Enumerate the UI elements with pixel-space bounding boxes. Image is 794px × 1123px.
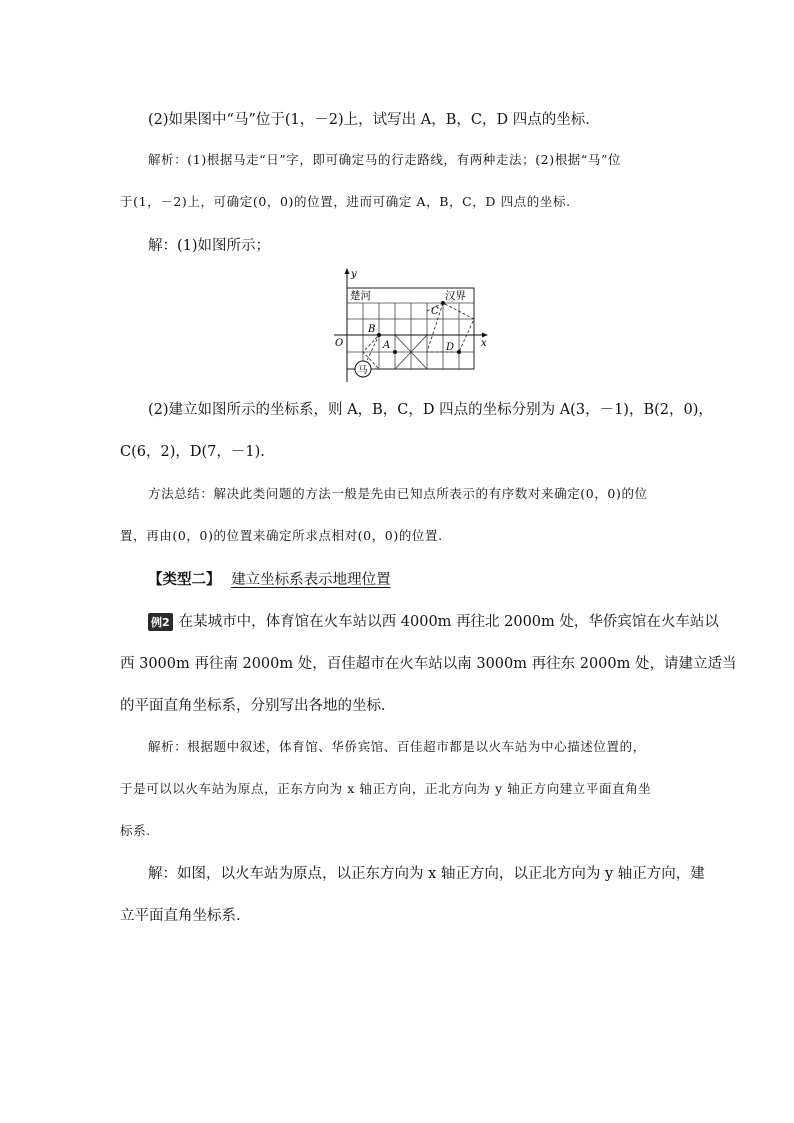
analysis-1-line-2: 于(1，－2)上，可确定(0，0)的位置，进而可确定 A，B，C，D 四点的坐标.	[120, 194, 571, 209]
type-2-heading	[148, 568, 391, 589]
analysis-2-line-1: 解析：根据题中叙述，体育馆、华侨宾馆、百佳超市都是以火车站为中心描述位置的，	[148, 739, 646, 754]
point-c-label: C	[431, 306, 439, 317]
example-2-badge: 例2	[148, 613, 173, 631]
board-horizontal-lines	[347, 303, 474, 352]
point-a-marker	[393, 350, 397, 354]
point-d-marker	[457, 350, 461, 354]
point-b-label: B	[368, 324, 376, 335]
example-2-text-1: 在某城市中，体育馆在火车站以西 4000m 再往北 2000m 处，华侨宾馆在火车站以	[178, 614, 719, 630]
solution-2-line-1: (2)建立如图所示的坐标系，则 A，B，C，D 四点的坐标分别为 A(3，－1)，B(2，0)，	[148, 402, 713, 418]
x-axis-arrow	[482, 333, 488, 338]
example-2-line-2: 西 3000m 再往南 2000m 处，百佳超市在火车站以南 3000m 再往东 2000m 处，请建立适当	[120, 656, 737, 672]
x-axis-label: x	[481, 338, 487, 349]
han-jie-label: 汉界	[445, 290, 466, 302]
solution-3-line-1: 解：如图，以火车站为原点，以正东方向为 x 轴正方向，以正北方向为 y 轴正方向，建	[148, 866, 705, 882]
analysis-1-line-1: 解析：(1)根据马走“日”字，即可确定马的行走路线，有两种走法；(2)根据“马”位	[148, 152, 622, 167]
chu-he-label: 楚河	[350, 290, 371, 302]
example-2-line-1	[148, 610, 719, 631]
point-c-marker	[441, 301, 445, 305]
chessboard-coordinate-figure	[330, 266, 495, 384]
question-2: (2)如果图中“马”位于(1，－2)上，试写出 A，B，C，D 四点的坐标．	[148, 112, 600, 128]
point-d-label: D	[446, 342, 455, 353]
analysis-2-line-3: 标系.	[120, 823, 151, 838]
solution-1-intro: 解：(1)如图所示；	[148, 238, 271, 254]
summary-line-2: 置，再由(0，0)的位置来确定所求点相对(0，0)的位置.	[120, 528, 443, 543]
type-2-bracket: 【类型二】	[148, 571, 221, 588]
example-2-line-3: 的平面直角坐标系，分别写出各地的坐标．	[120, 698, 396, 714]
type-2-title: 建立坐标系表示地理位置	[231, 572, 391, 588]
summary-line-1: 方法总结：解决此类问题的方法一般是先由已知点所表示的有序数对来确定(0，0)的位	[148, 486, 648, 501]
point-a-label: A	[383, 340, 391, 351]
origin-label: O	[335, 338, 344, 349]
solution-3-line-2: 立平面直角坐标系.	[120, 908, 241, 924]
y-axis-label: y	[351, 269, 357, 280]
horse-piece-label: 马	[358, 365, 368, 376]
y-axis-arrow	[345, 268, 350, 274]
solution-2-line-2: C(6，2)，D(7，－1).	[120, 444, 265, 460]
point-b-marker	[377, 333, 381, 337]
analysis-2-line-2: 于是可以以火车站为原点，正东方向为 x 轴正方向，正北方向为 y 轴正方向建立平面直角坐	[120, 781, 652, 796]
